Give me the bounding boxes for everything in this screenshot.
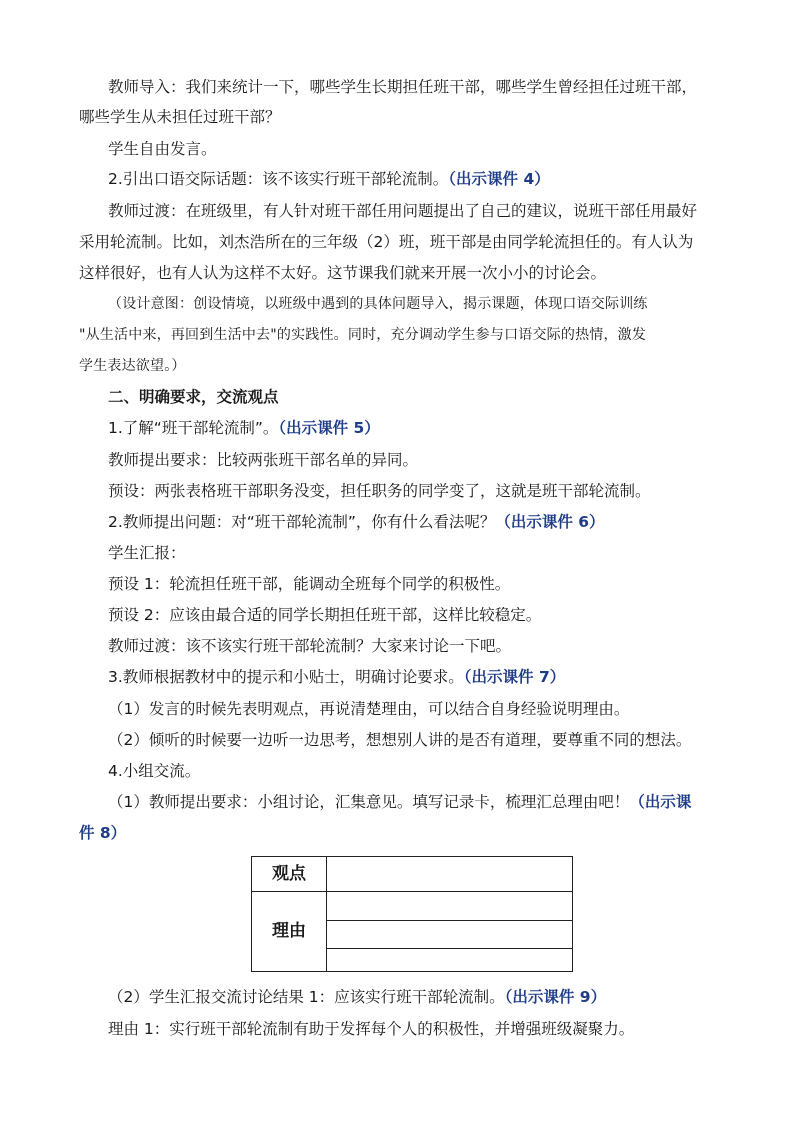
courseware-hint: （出示课件 4） xyxy=(448,170,550,188)
paragraph-line: 理由 1：实行班干部轮流制有助于发挥每个人的积极性，并增强班级凝聚力。 xyxy=(108,1020,635,1038)
row-divider xyxy=(327,948,572,949)
step-text: 1.了解“班干部轮流制”。 xyxy=(108,419,279,437)
reason-label: 理由 xyxy=(252,892,327,971)
paragraph-line xyxy=(108,986,606,1008)
paragraph-line xyxy=(108,511,605,533)
step-text: （1）教师提出要求：小组讨论，汇集意见。填写记录卡，梳理汇总理由吧！ xyxy=(108,793,630,811)
design-intent-line: "从生活中来，再回到生活中去"的实践性。同时，充分调动学生参与口语交际的热情，激发 xyxy=(79,327,647,343)
paragraph-line: 教师导入：我们来统计一下，哪些学生长期担任班干部，哪些学生曾经担任过班干部， xyxy=(108,78,698,96)
courseware-hint: （出示课件 5） xyxy=(278,419,380,437)
design-intent-line: 学生表达欲望。） xyxy=(79,358,186,374)
section-heading: 二、明确要求，交流观点 xyxy=(108,388,279,406)
paragraph-line: 教师过渡：在班级里，有人针对班干部任用问题提出了自己的建议，说班干部任用最好 xyxy=(108,202,698,220)
courseware-hint: （出示课件 6） xyxy=(495,513,605,531)
record-card-table xyxy=(251,856,573,972)
viewpoint-label: 观点 xyxy=(252,857,327,891)
row-divider xyxy=(327,920,572,921)
courseware-hint: （出示课件 9） xyxy=(504,988,607,1006)
paragraph-line: 学生自由发言。 xyxy=(108,140,217,158)
step-text: 3.教师根据教材中的提示和小贴士，明确讨论要求。 xyxy=(108,668,464,686)
paragraph-line xyxy=(108,168,550,190)
step-text: （2）学生汇报交流讨论结果 1：应该实行班干部轮流制。 xyxy=(108,988,505,1006)
paragraph-line: 4.小组交流。 xyxy=(108,762,201,780)
courseware-hint: 件 8） xyxy=(79,824,127,842)
step-text: 2.引出口语交际话题：该不该实行班干部轮流制。 xyxy=(108,170,449,188)
paragraph-line: 教师提出要求：比较两张班干部名单的异同。 xyxy=(108,451,419,469)
paragraph-line: 预设 1：轮流担任班干部，能调动全班每个同学的积极性。 xyxy=(108,575,511,593)
courseware-hint: （出示课 xyxy=(629,793,692,811)
paragraph-line: （2）倾听的时候要一边听一边思考，想想别人讲的是否有道理，要尊重不同的想法。 xyxy=(108,731,692,749)
step-text: 2.教师提出问题：对“班干部轮流制”，你有什么看法呢？ xyxy=(108,513,496,531)
paragraph-line xyxy=(108,666,565,688)
paragraph-line xyxy=(108,791,691,813)
paragraph-line xyxy=(108,417,380,439)
paragraph-line: 预设：两张表格班干部职务没变，担任职务的同学变了，这就是班干部轮流制。 xyxy=(108,482,651,500)
paragraph-line: 采用轮流制。比如，刘杰浩所在的三年级（2）班，班干部是由同学轮流担任的。有人认为 xyxy=(79,233,694,251)
paragraph-line: 这样很好，也有人认为这样不太好。这节课我们就来开展一次小小的讨论会。 xyxy=(79,264,607,282)
paragraph-line: 学生汇报： xyxy=(108,544,186,562)
paragraph-line: 教师过渡：该不该实行班干部轮流制？大家来讨论一下吧。 xyxy=(108,637,512,655)
courseware-hint: （出示课件 7） xyxy=(463,668,566,686)
design-intent-line: （设计意图：创设情境，以班级中遇到的具体问题导入，揭示课题，体现口语交际训练 xyxy=(108,296,648,312)
paragraph-line: 预设 2：应该由最合适的同学长期担任班干部，这样比较稳定。 xyxy=(108,606,542,624)
paragraph-line: （1）发言的时候先表明观点，再说清楚理由，可以结合自身经验说明理由。 xyxy=(108,700,630,718)
paragraph-line: 哪些学生从未担任过班干部？ xyxy=(79,108,281,126)
